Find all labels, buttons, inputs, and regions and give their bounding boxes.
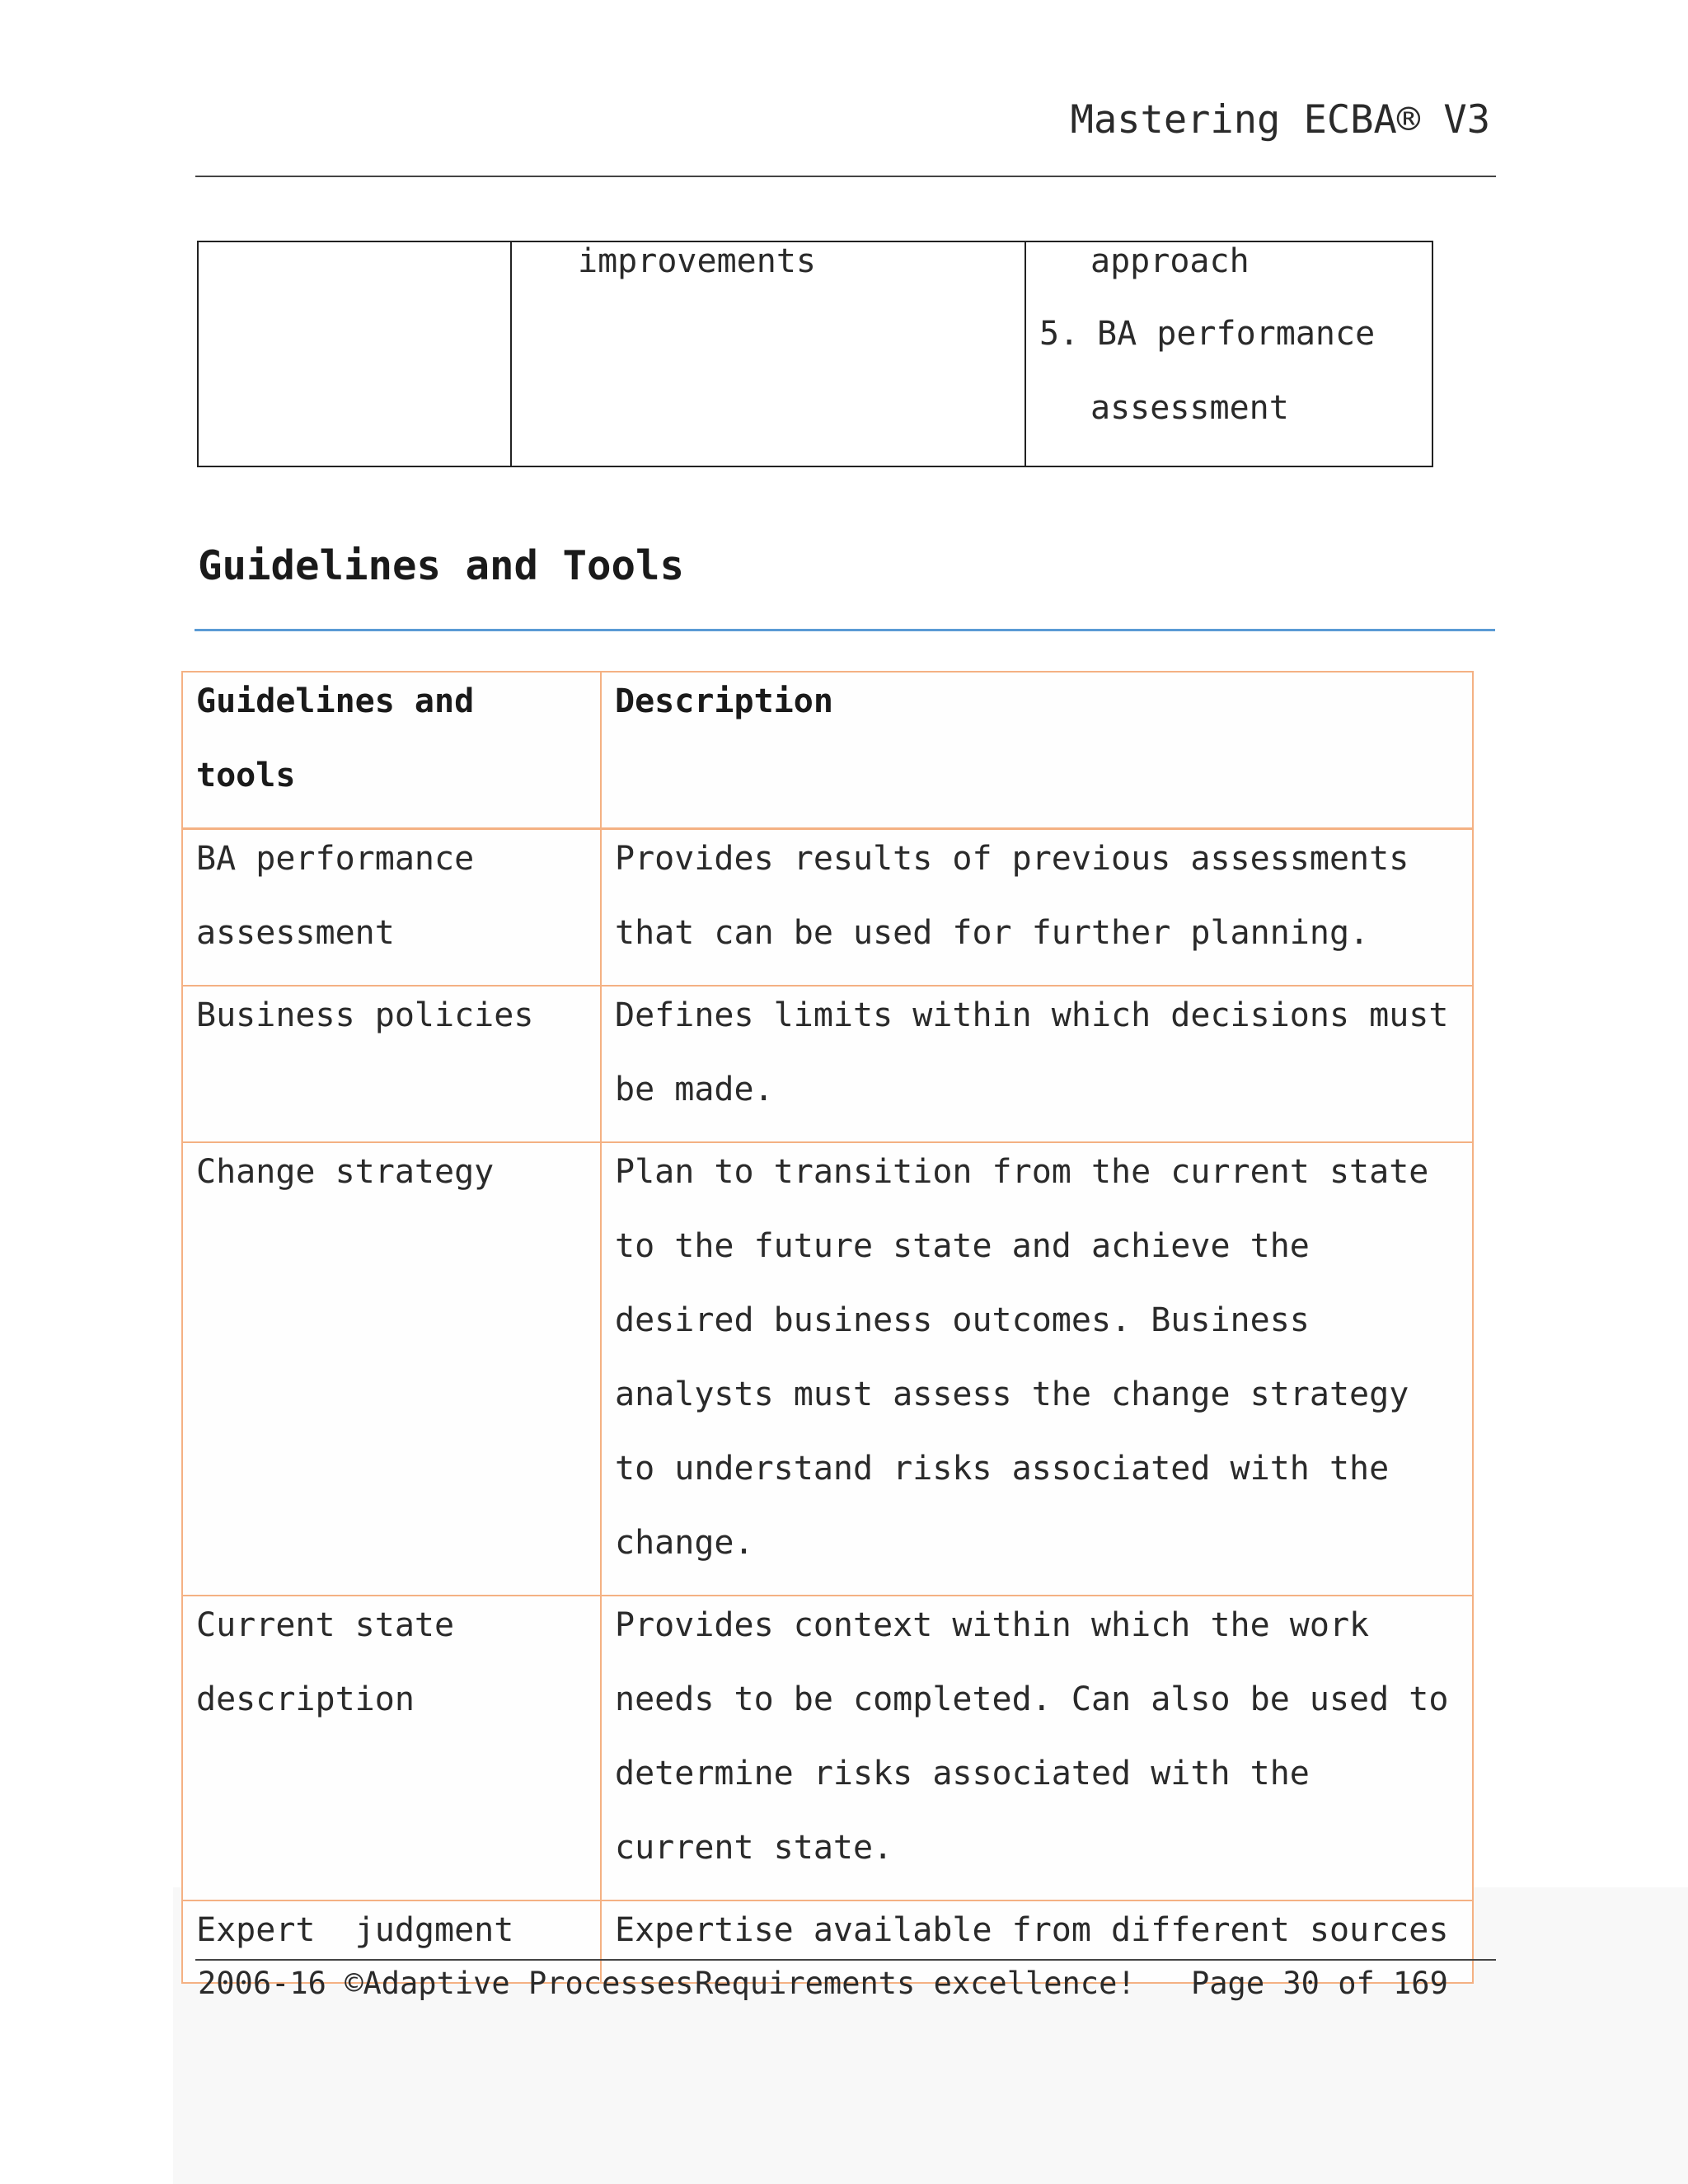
- tool-name-cell: Expert judgment: [182, 1900, 601, 1983]
- tool-description-cell: Expertise available from different sources: [601, 1900, 1473, 1983]
- table-header-row: [182, 672, 1473, 829]
- continued-table-cell-2: [512, 242, 1026, 466]
- tool-description-cell: Provides results of previous assessments that can be used for further planning.: [601, 829, 1473, 987]
- continued-table-cell-3: [1026, 242, 1432, 466]
- tool-description-cell: Plan to transition from the current state to the future state and achieve the desired business outcomes. Business analysts must assess the change strategy to understand risks associated with the change.: [601, 1142, 1473, 1596]
- continued-table: [197, 241, 1433, 467]
- table-row: [182, 829, 1473, 987]
- footer-copyright: 2006-16 ©Adaptive Processes: [198, 1966, 694, 2001]
- tool-name-cell: Change strategy: [182, 1142, 601, 1596]
- section-heading: Guidelines and Tools: [198, 542, 685, 589]
- header-rule: [195, 176, 1496, 177]
- list-item-line-2: assessment: [1090, 389, 1289, 427]
- table-row: [182, 1142, 1473, 1596]
- table-row: [182, 1596, 1473, 1900]
- footer-rule: [195, 1959, 1496, 1961]
- footer-tagline: Requirements excellence!: [695, 1966, 1136, 2001]
- header-cell-guidelines: Guidelines and tools: [182, 672, 601, 829]
- running-header-title: Mastering ECBA® V3: [1070, 97, 1490, 143]
- guidelines-table: [181, 671, 1474, 1984]
- tool-name-cell: BA performance assessment: [182, 829, 601, 987]
- continued-table-cell-1: [199, 242, 512, 466]
- continued-text-approach: approach: [1090, 242, 1250, 280]
- header-cell-description: Description: [601, 672, 1473, 829]
- section-rule: [195, 629, 1495, 631]
- tool-description-cell: Defines limits within which decisions must be made.: [601, 986, 1473, 1142]
- tool-description-cell: Provides context within which the work needs to be completed. Can also be used to determine risks associated with the current state.: [601, 1596, 1473, 1900]
- tool-name-cell: Current state description: [182, 1596, 601, 1900]
- footer-page-number: Page 30 of 169: [1191, 1966, 1448, 2001]
- tool-name-cell: Business policies: [182, 986, 601, 1142]
- table-row: [182, 986, 1473, 1142]
- list-number: 5.: [1039, 315, 1080, 353]
- continued-text-improvements: improvements: [578, 242, 816, 280]
- list-item-line-1: BA performance: [1097, 315, 1376, 353]
